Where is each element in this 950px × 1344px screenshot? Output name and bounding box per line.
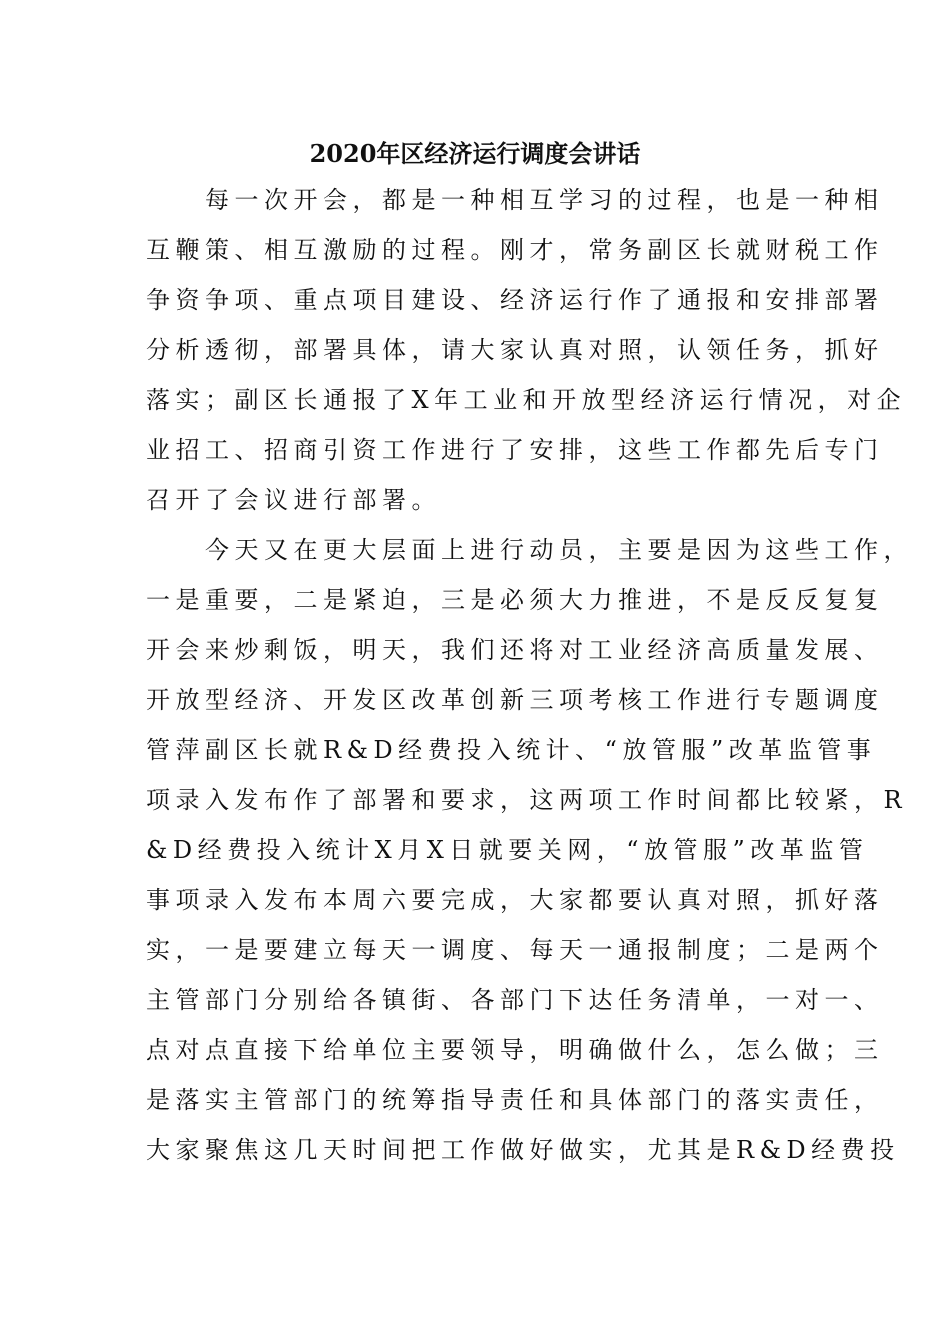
- text-line: 一是重要，二是紧迫，三是必须大力推进，不是反反复复: [146, 586, 884, 614]
- text-line: &D经费投入统计X月X日就要关网，“放管服”改革监管: [146, 836, 869, 864]
- document-body: [146, 175, 913, 1175]
- text-line: 分析透彻，部署具体，请大家认真对照，认领任务，抓好: [146, 336, 884, 364]
- text-line: 每一次开会，都是一种相互学习的过程，也是一种相: [146, 186, 884, 214]
- text-line: 管萍副区长就R&D经费投入统计、“放管服”改革监管事: [146, 736, 877, 764]
- text-line: 实，一是要建立每天一调度、每天一通报制度；二是两个: [146, 936, 884, 964]
- text-line: 业招工、招商引资工作进行了安排，这些工作都先后专门: [146, 436, 884, 464]
- text-line: 召开了会议进行部署。: [146, 486, 441, 514]
- text-line: 点对点直接下给单位主要领导，明确做什么，怎么做；三: [146, 1036, 884, 1064]
- paragraph-2: [146, 525, 913, 1175]
- text-line: 大家聚焦这几天时间把工作做好做实，尤其是R&D经费投: [146, 1136, 900, 1164]
- text-line: 主管部门分别给各镇街、各部门下达任务清单，一对一、: [146, 986, 884, 1014]
- text-line: 开会来炒剩饭，明天，我们还将对工业经济高质量发展、: [146, 636, 884, 664]
- text-line: 是落实主管部门的统筹指导责任和具体部门的落实责任，: [146, 1086, 884, 1114]
- text-line: 今天又在更大层面上进行动员，主要是因为这些工作，: [146, 536, 913, 564]
- text-line: 落实；副区长通报了X年工业和开放型经济运行情况，对企: [146, 386, 907, 414]
- text-line: 互鞭策、相互激励的过程。刚才，常务副区长就财税工作: [146, 236, 884, 264]
- text-line: 项录入发布作了部署和要求，这两项工作时间都比较紧，R: [146, 786, 908, 814]
- document-title: 2020年区经济运行调度会讲话: [309, 139, 641, 168]
- text-line: 事项录入发布本周六要完成，大家都要认真对照，抓好落: [146, 886, 884, 914]
- text-line: 争资争项、重点项目建设、经济运行作了通报和安排部署: [146, 286, 884, 314]
- text-line: 开放型经济、开发区改革创新三项考核工作进行专题调度: [146, 686, 884, 714]
- paragraph-1: [146, 175, 907, 525]
